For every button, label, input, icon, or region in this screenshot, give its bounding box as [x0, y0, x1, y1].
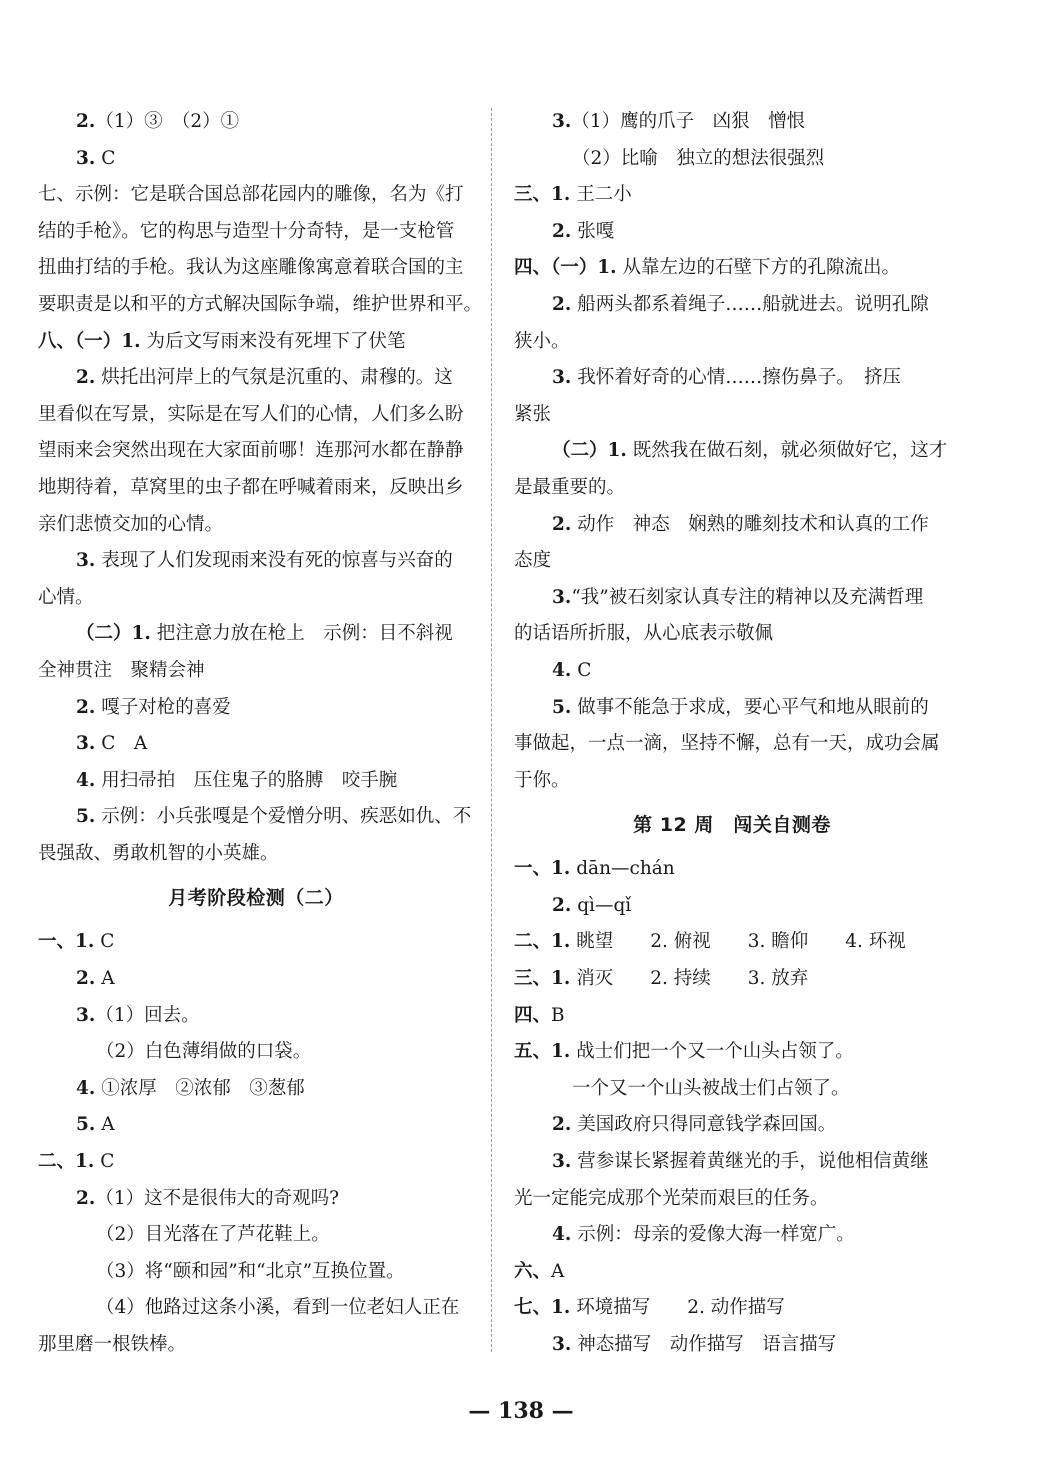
answer-number: 4. — [76, 1077, 96, 1099]
answer-line — [38, 104, 474, 141]
answer-text: dān—chán — [570, 858, 675, 880]
answer-line — [38, 961, 474, 998]
answer-number: 3. — [552, 1151, 572, 1173]
answer-number: 2. — [552, 293, 572, 315]
answer-text: 环境描写 2. 动作描写 — [570, 1297, 785, 1319]
answer-line — [38, 324, 474, 361]
answer-line — [38, 998, 474, 1035]
answer-number: 5. — [76, 806, 96, 828]
answer-text: 张嘎 — [571, 220, 615, 242]
answer-text: 事做起，一点一滴，坚持不懈，总有一天，成功会属 — [514, 733, 940, 755]
answer-text: B — [551, 1004, 565, 1026]
answer-text: 王二小 — [570, 184, 632, 206]
answer-text: 是最重要的。 — [514, 476, 626, 498]
answer-line — [38, 470, 474, 507]
answer-number: 四、 — [514, 1004, 552, 1026]
answer-number: 5. — [76, 1114, 96, 1136]
answer-text: 于你。 — [514, 769, 570, 791]
answer-line — [38, 250, 474, 287]
page-number: — 138 — — [468, 1398, 574, 1424]
answer-text: 态度 — [514, 550, 552, 572]
answer-line — [514, 1254, 950, 1291]
answer-number: 三、1. — [514, 184, 571, 206]
answer-number: 3. — [552, 367, 572, 389]
answer-text: A — [95, 968, 115, 990]
answer-line — [514, 470, 950, 507]
answer-line — [38, 433, 474, 470]
answer-line — [38, 1254, 474, 1291]
answer-number: 4. — [76, 769, 96, 791]
answer-number: 八、（一）1. — [38, 330, 141, 352]
answer-line — [38, 214, 474, 251]
answer-text: 消灭 2. 持续 3. 放弃 — [570, 968, 809, 990]
answer-text: （1）这不是很伟大的奇观吗? — [95, 1187, 340, 1209]
answer-number: 2. — [552, 1114, 572, 1136]
answer-number: 3. — [76, 550, 96, 572]
answer-text: 畏强敌、勇敢机智的小英雄。 — [38, 842, 279, 864]
answer-text: （2）白色薄绢做的口袋。 — [96, 1041, 312, 1063]
answer-line — [38, 763, 474, 800]
answer-text: 全神贯注 聚精会神 — [38, 659, 205, 681]
answer-text: C A — [95, 733, 148, 755]
answer-line — [38, 1107, 474, 1144]
answer-number: 六、 — [514, 1260, 552, 1282]
answer-text: A — [95, 1114, 115, 1136]
answer-line — [38, 543, 474, 580]
answer-text: 我怀着好奇的心情……擦伤鼻子。 挤压 — [571, 367, 901, 389]
answer-line — [514, 433, 950, 470]
answer-line — [514, 287, 950, 324]
answer-number: 3. — [552, 1334, 572, 1355]
right-column — [514, 104, 950, 1364]
answer-number: 3. — [76, 147, 96, 169]
answer-text: 七、示例：它是联合国总部花园内的雕像，名为《打 — [38, 184, 464, 206]
answer-text: 扭曲打结的手枪。我认为这座雕像寓意着联合国的主 — [38, 257, 464, 279]
answer-number: 2. — [76, 968, 96, 990]
answer-text: （1）回去。 — [95, 1004, 200, 1026]
answer-text: 结的手枪》。它的构思与造型十分奇特，是一支枪管 — [38, 220, 455, 242]
answer-text: 眺望 2. 俯视 3. 瞻仰 4. 环视 — [570, 931, 906, 953]
answer-number: 4. — [552, 659, 572, 681]
answer-text: 示例：小兵张嘎是个爱憎分明、疾恶如仇、不 — [95, 806, 472, 828]
answer-number: 5. — [552, 696, 572, 718]
answer-line — [38, 924, 474, 961]
answer-number: 二、1. — [514, 931, 571, 953]
answer-number: 2. — [76, 111, 96, 132]
answer-text: C — [95, 147, 116, 169]
answer-text: （4）他路过这条小溪，看到一位老妇人正在 — [96, 1297, 460, 1319]
answer-line — [38, 1327, 474, 1364]
answer-line — [514, 104, 950, 141]
answer-text: qì—qǐ — [571, 894, 632, 916]
answer-text: 为后文写雨来没有死埋下了伏笔 — [140, 330, 406, 352]
answer-text: C — [571, 659, 592, 681]
answer-text: 船两头都系着绳子……船就进去。说明孔隙 — [571, 293, 929, 315]
answer-number: 2. — [552, 513, 572, 535]
answer-line — [514, 998, 950, 1035]
answer-line — [514, 653, 950, 690]
answer-text: “我”被石刻家认真专注的精神以及充满哲理 — [571, 586, 924, 608]
answer-text: 把注意力放在枪上 示例：目不斜视 — [150, 623, 453, 645]
answer-text: 紧张 — [514, 403, 552, 425]
answer-number: 3. — [552, 111, 572, 132]
answer-line — [38, 1034, 474, 1071]
answer-line — [514, 888, 950, 925]
answer-text: C — [94, 931, 115, 953]
answer-number: 七、1. — [514, 1297, 571, 1319]
answer-line — [38, 177, 474, 214]
answer-text: 烘托出河岸上的气氛是沉重的、肃穆的。这 — [95, 367, 453, 389]
answer-line — [514, 507, 950, 544]
answer-number: 2. — [76, 1187, 96, 1209]
answer-line — [514, 177, 950, 214]
answer-text: 美国政府只得同意钱学森回国。 — [571, 1114, 837, 1136]
answer-number: 一、1. — [38, 931, 95, 953]
answer-line — [514, 851, 950, 888]
answer-line — [38, 360, 474, 397]
answer-line — [514, 324, 950, 361]
answer-line — [38, 141, 474, 178]
answer-line — [514, 250, 950, 287]
answer-text: 要职责是以和平的方式解决国际争端，维护世界和平。 — [38, 293, 483, 315]
answer-number: 2. — [552, 894, 572, 916]
answer-text: 光一定能完成那个光荣而艰巨的任务。 — [514, 1187, 829, 1209]
answer-text: 的话语所折服，从心底表示敬佩 — [514, 623, 774, 645]
answer-text: 用扫帚拍 压住鬼子的胳膊 咬手腕 — [95, 769, 398, 791]
answer-line — [514, 360, 950, 397]
answer-line — [38, 690, 474, 727]
answer-line — [38, 287, 483, 324]
answer-number: 2. — [76, 696, 96, 718]
answer-text: 地期待着，草窝里的虫子都在呼喊着雨来，反映出乡 — [38, 476, 464, 498]
answer-text: C — [94, 1151, 115, 1173]
answer-line — [514, 1217, 950, 1254]
section-heading: 月考阶段检测（二） — [168, 887, 344, 910]
answer-text: 嘎子对枪的喜爱 — [95, 696, 231, 718]
answer-line — [514, 763, 950, 800]
answer-text: 做事不能急于求成，要心平气和地从眼前的 — [571, 696, 929, 718]
answer-line — [38, 397, 474, 434]
answer-line — [514, 1034, 950, 1071]
answer-line — [514, 924, 950, 961]
answer-number: 3. — [552, 586, 572, 608]
answer-text: 神态描写 动作描写 语言描写 — [571, 1334, 837, 1355]
answer-number: 2. — [76, 367, 96, 389]
answer-text: 示例：母亲的爱像大海一样宽广。 — [571, 1224, 855, 1246]
answer-line — [514, 1071, 950, 1108]
answer-line — [38, 726, 474, 763]
answer-line — [38, 1217, 474, 1254]
answer-number: （二）1. — [552, 440, 627, 462]
answer-line — [38, 1181, 474, 1218]
section-heading: 第 12 周 闯关自测卷 — [633, 814, 831, 837]
answer-line — [38, 653, 474, 690]
answer-text: 一个又一个山头被战士们占领了。 — [572, 1077, 850, 1099]
column-divider — [491, 108, 492, 1352]
answer-text: 望雨来会突然出现在大家面前哪！连那河水都在静静 — [38, 440, 464, 462]
answer-number: 2. — [552, 220, 572, 242]
answer-line — [38, 580, 474, 617]
answer-text: 表现了人们发现雨来没有死的惊喜与兴奋的 — [95, 550, 453, 572]
answer-text: （2）目光落在了芦花鞋上。 — [96, 1224, 330, 1246]
answer-text: 里看似在写景，实际是在写人们的心情，人们多么盼 — [38, 403, 464, 425]
answer-text: 动作 神态 娴熟的雕刻技术和认真的工作 — [571, 513, 929, 535]
answer-line — [514, 1144, 950, 1181]
answer-number: 3. — [76, 733, 96, 755]
answer-text: （1）鹰的爪子 凶狠 憎恨 — [571, 111, 806, 132]
answer-number: 四、（一）1. — [514, 257, 617, 279]
answer-line — [514, 1181, 950, 1218]
answer-line — [514, 1290, 950, 1327]
answer-text: 心情。 — [38, 586, 94, 608]
answer-number: 3. — [76, 1004, 96, 1026]
answer-line — [514, 397, 950, 434]
answer-line — [514, 543, 950, 580]
answer-number: （二）1. — [76, 623, 151, 645]
answer-text: 战士们把一个又一个山头占领了。 — [570, 1041, 854, 1063]
answer-line — [38, 836, 474, 873]
answer-line — [38, 616, 474, 653]
answer-line — [38, 1071, 474, 1108]
answer-line — [514, 616, 950, 653]
answer-line — [38, 799, 474, 836]
answer-line — [514, 1107, 950, 1144]
answer-number: 五、1. — [514, 1041, 571, 1063]
answer-line — [514, 214, 950, 251]
answer-line — [514, 726, 950, 763]
answer-line — [38, 1144, 474, 1181]
answer-text: A — [551, 1260, 565, 1282]
answer-text: （2）比喻 独立的想法很强烈 — [572, 147, 825, 169]
answer-text: 亲们悲愤交加的心情。 — [38, 513, 224, 535]
answer-line — [514, 961, 950, 998]
answer-text: 既然我在做石刻，就必须做好它，这才 — [626, 440, 948, 462]
answer-text: 那里磨一根铁棒。 — [38, 1334, 187, 1355]
answer-number: 三、1. — [514, 968, 571, 990]
answer-line — [514, 141, 950, 178]
left-column — [38, 104, 483, 1364]
answer-number: 二、1. — [38, 1151, 95, 1173]
answer-text: （1）③ （2）① — [95, 111, 240, 132]
answer-number: 4. — [552, 1224, 572, 1246]
answer-line — [38, 1290, 474, 1327]
answer-text: 营参谋长紧握着黄继光的手，说他相信黄继 — [571, 1151, 929, 1173]
answer-line — [514, 690, 950, 727]
answer-text: ①浓厚 ②浓郁 ③葱郁 — [95, 1077, 305, 1099]
answer-line — [38, 507, 474, 544]
answer-text: 从靠左边的石壁下方的孔隙流出。 — [616, 257, 900, 279]
answer-text: 狭小。 — [514, 330, 570, 352]
answer-line — [514, 580, 950, 617]
answer-text: （3）将“颐和园”和“北京”互换位置。 — [96, 1260, 405, 1282]
answer-line — [514, 1327, 950, 1364]
answer-number: 一、1. — [514, 858, 571, 880]
